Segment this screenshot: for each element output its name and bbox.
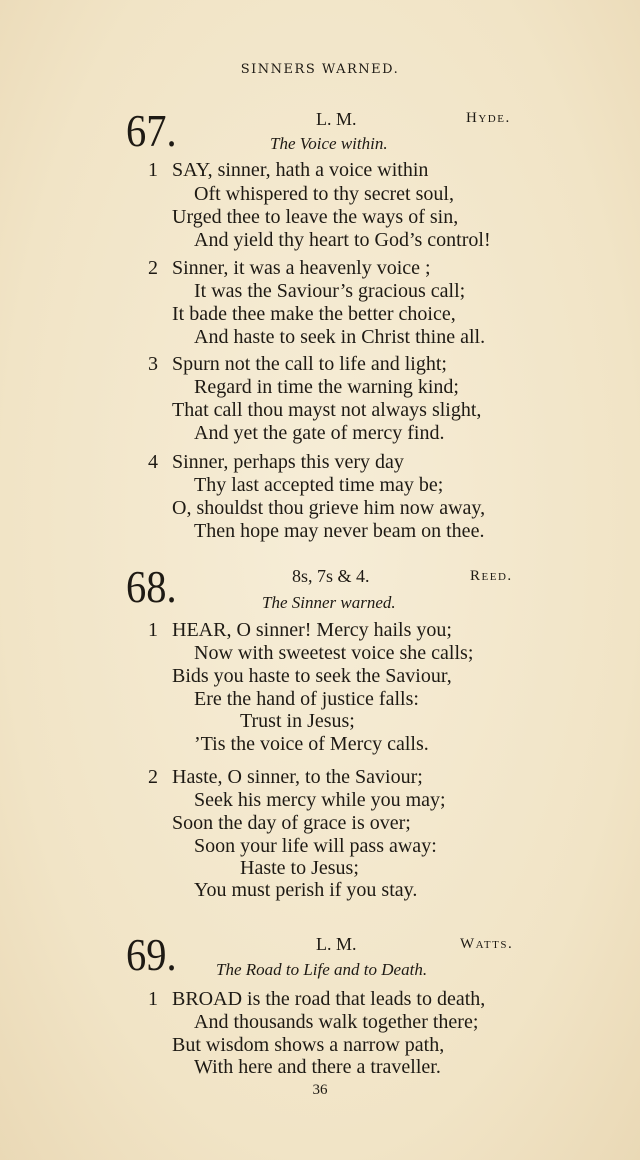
verse-line: With here and there a traveller. <box>194 1056 441 1078</box>
hymn-tune: Watts. <box>460 936 514 952</box>
hymn-meter: L. M. <box>316 934 357 954</box>
hymn-tune: Reed. <box>470 568 513 584</box>
verse-line: Soon the day of grace is over; <box>172 812 411 834</box>
verse-line: HEAR, O sinner! Mercy hails you; <box>172 619 452 641</box>
verse-line: Then hope may never beam on thee. <box>194 520 485 542</box>
verse-line: ’Tis the voice of Mercy calls. <box>194 733 429 755</box>
verse-line: You must perish if you stay. <box>194 879 418 901</box>
hymn-number: 69. <box>126 929 177 980</box>
verse-line: And haste to seek in Christ thine all. <box>194 326 486 348</box>
hymn-meter: L. M. <box>316 109 357 129</box>
stanza-number: 2 <box>148 257 158 279</box>
stanza-number: 1 <box>148 988 158 1010</box>
stanza-number: 1 <box>148 619 158 641</box>
stanza-number: 3 <box>148 353 158 375</box>
verse-line: It was the Saviour’s gracious call; <box>194 280 466 302</box>
hymn-subtitle: The Sinner warned. <box>262 593 396 612</box>
verse-line: Now with sweetest voice she calls; <box>194 642 474 664</box>
verse-line: SAY, sinner, hath a voice within <box>172 159 429 181</box>
verse-line: BROAD is the road that leads to death, <box>172 988 486 1010</box>
verse-line: Sinner, perhaps this very day <box>172 451 404 473</box>
hymn-number: 68. <box>126 561 177 612</box>
verse-line: O, shouldst thou grieve him now away, <box>172 497 486 519</box>
verse-line: And thousands walk together there; <box>194 1011 479 1033</box>
hymn-subtitle: The Voice within. <box>270 134 388 153</box>
hymn-subtitle: The Road to Life and to Death. <box>216 960 428 979</box>
verse-line: Haste, O sinner, to the Saviour; <box>172 766 423 788</box>
stanza-number: 4 <box>148 451 158 473</box>
verse-line: Haste to Jesus; <box>240 857 359 879</box>
verse-line: But wisdom shows a narrow path, <box>172 1034 445 1056</box>
verse-line: Seek his mercy while you may; <box>194 789 446 811</box>
hymn-number: 67. <box>126 105 177 156</box>
verse-line: Spurn not the call to life and light; <box>172 353 447 375</box>
page-number: 36 <box>312 1082 328 1098</box>
verse-line: Soon your life will pass away: <box>194 835 437 857</box>
verse-line: Trust in Jesus; <box>240 710 355 732</box>
running-head: SINNERS WARNED. <box>240 62 400 77</box>
verse-line: Thy last accepted time may be; <box>194 474 444 496</box>
hymn-meter: 8s, 7s & 4. <box>292 566 370 586</box>
verse-line: Sinner, it was a heavenly voice ; <box>172 257 431 279</box>
verse-line: And yet the gate of mercy find. <box>194 422 445 444</box>
verse-line: Ere the hand of justice falls: <box>194 688 419 710</box>
stanza-number: 2 <box>148 766 158 788</box>
verse-line: Regard in time the warning kind; <box>194 376 459 398</box>
verse-line: Bids you haste to seek the Saviour, <box>172 665 452 687</box>
verse-line: That call thou mayst not always slight, <box>172 399 482 421</box>
verse-line: Oft whispered to thy secret soul, <box>194 183 454 205</box>
verse-line: Urged thee to leave the ways of sin, <box>172 206 459 228</box>
stanza-number: 1 <box>148 159 158 181</box>
hymn-tune: Hyde. <box>466 110 511 126</box>
verse-line: And yield thy heart to God’s control! <box>194 229 491 251</box>
verse-line: It bade thee make the better choice, <box>172 303 456 325</box>
